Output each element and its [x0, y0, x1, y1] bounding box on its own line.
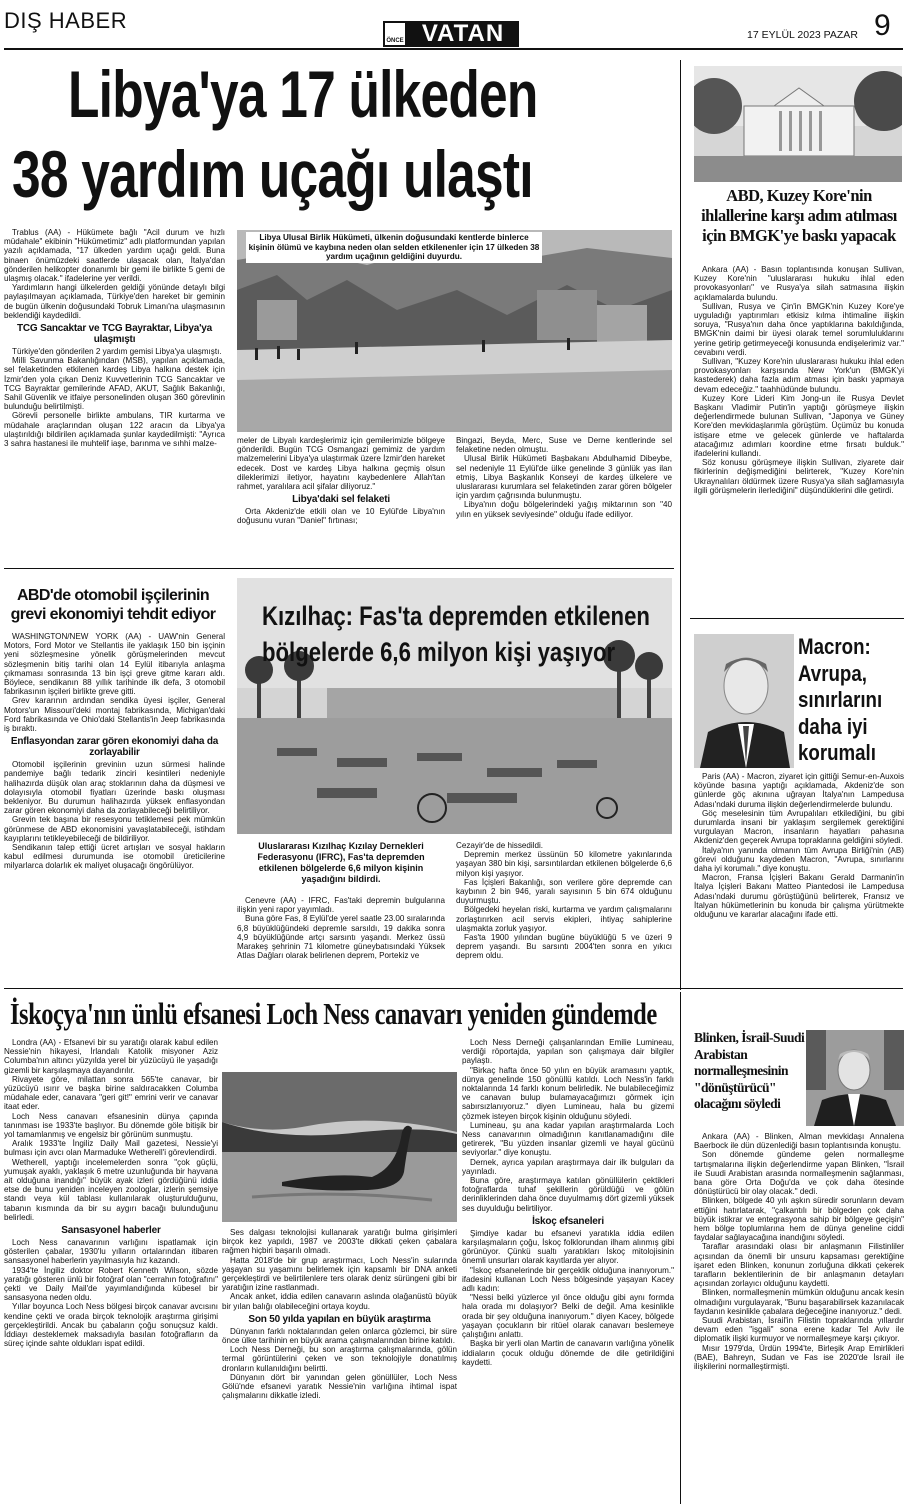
lochness-subheading: İskoç efsaneleri: [532, 1215, 604, 1227]
section-label: DIŞ HABER: [4, 8, 128, 33]
lochness-subheading: Son 50 yılda yapılan en büyük araştırma: [248, 1313, 431, 1325]
newspaper-logo: [383, 21, 519, 47]
abd-paragraph: Kuzey Kore Lideri Kim Jong-un ile Rusya Devlet Başkanı Vladimir Putin'in yaptığı görüşmeye ilişkin değerlendirmede bulunan Sullivan, "Japonya ve Güney Kore'den mevkidaşlarımla görüştüm. Üçümüz bu konuda istişare etme ve gelecek günlerde ve haftalarda atacağımız adımları koordine etme fırsatı bulduk." ifadelerini kullandı.: [694, 393, 904, 459]
macron-paragraph: İtalya'nın yanında olmanın tüm Avrupa Birliği'nin (AB) görevi olduğunu kaydeden Macron, "Avrupa, sınırlarını daha iyi korumalı." diye konuştu.: [694, 845, 904, 874]
libya-column-1: [4, 228, 225, 562]
blinken-paragraph: Blinken, normalleşmenin mümkün olduğunu ancak kesin olmadığını vurgulayarak, "Bunu başarabilirsek kazanılacak faydanın kesinlikle çabalara değeceğine inanıyoruz." dedi.: [694, 1288, 904, 1316]
libya-paragraph: Trablus (AA) - Hükümete bağlı "Acil durum ve hızlı müdahale" ekibinin "Hükümetimiz" adlı platformundan yapılan yazılı açıklamada, "17 ülkeden yardım uçağı geldi. Buna binaen önümüzdeki saatlerde ulaşacak olan, İtalya'dan gönderilen helikopter donanımlı bir gemi ile birlikte 5 gemi de ulaşmış olacak." ifadelerine yer verildi.: [4, 228, 225, 284]
macron-paragraph: Paris (AA) - Macron, ziyaret için gittiği Semur-en-Auxois köyünde basına yaptığı açıklamada, Akdeniz'de son günlerde göç akınına uğrayan İtalya'nın Lampedusa Adası'ndaki duruma ilişkin değerlendirmelerde bulundu.: [694, 772, 904, 809]
white-house-photo: [694, 66, 902, 182]
lochness-paragraph: Şimdiye kadar bu efsanevi yaratıkla iddia edilen karşılaşmaların çoğu, İskoç folklorundan ilham alınmış gibi görünüyor. Çünkü sualtı yaratıkları İskoç mitolojisinin önemli unsurları olarak kayıtlarda yer alıyor.: [462, 1228, 674, 1266]
libya-paragraph: Yardımların hangi ülkelerden geldiği yönünde detaylı bilgi paylaşılmayan açıklamada, Türkiye'den hareket bir geminin de bugün ülkenin doğusundaki Tobruk Limanı'na ulaşmasının beklendiği kaydedildi.: [4, 283, 225, 320]
macron-portrait: [694, 634, 794, 768]
abd-paragraph: Sullivan, "Kuzey Kore'nin uluslararası hukuku ihlal eden provokasyonları karşısında New York'un (BMGK'yi kastederek) daha fazla adım atması için baskı yapmaya devam edeceğiz." taahhüdünde bulundu.: [694, 357, 904, 394]
blinken-paragraph: Mısır 1979'da, Ürdün 1994'te, Birleşik Arap Emirlikleri (BAE), Bahreyn, Sudan ve Fas ise 2020'de İsrail ile ilişkilerini normalleştirmişti.: [694, 1343, 904, 1372]
fas-paragraph: Fas İçişleri Bakanlığı, son verilere göre depremde can kaybının 2 bin 946, yaralı sayısının 5 bin 674 olduğunu duyurmuştu.: [456, 877, 672, 906]
otomobil-paragraph: Otomobil işçilerinin greviniın uzun sürmesi halinde pandemiye bağlı tedarik zinciri kesintileri nedeniyle halihazırda düşük olan araç stoklarının daha da düşmesi ve dolayısıyla otomobil fiyatları üzerinde baskı oluşması bekleniyor. Bu durumun halihazırda yüksek enflasyondan zarar gören ekonomiyi daha da zorlayabileceği belirtiliyor.: [4, 760, 225, 816]
libya-paragraph: Milli Savunma Bakanlığından (MSB), yapılan açıklamada, sel felaketinden etkilenen kardeş Libya halkına destek için İzmir'den yola çıkan Deniz Kuvvetlerinin TCG Sancaktar ve TCG Bayraktar gemilerinde AFAD, AKUT, Sağlık Bakanlığı, Sahil Güvenlik ve itfaiye personelinden oluşan 360 görevlinin bulunduğu belirtilmişti.: [4, 356, 225, 412]
libya-paragraph: Görevli personelle birlikte ambulans, TIR kurtarma ve müdahale araçlarından oluşan 122 aracın da Libya'ya ulaştırıldığı bildirilen açıklamada şunlar kaydedilmişti: "Ayrıca 3 sahra hastanesi ile muhtelif iaşe, barınma ve sıhhi malze-: [4, 411, 225, 449]
otomobil-body: [4, 632, 225, 982]
libya-paragraph: Türkiye'den gönderilen 2 yardım gemisi Libya'ya ulaşmıştı.: [12, 347, 222, 357]
libya-paragraph: Orta Akdeniz'de etkili olan ve 10 Eylül'de Libya'nın doğusunu vuran "Daniel" fırtınası;: [237, 507, 445, 526]
lochness-paragraph: Wetherell, yaptığı incelemelerden sonra "çok güçlü, yumuşak ayaklı, yaklaşık 6 metre uzunluğunda bir hayvana ait olduğuna inandığı" büyük ayak izleri gördüğünü iddia etse de bunu yeniden inceleyen zoologlar, izlerin şemsiye standı veya kül tablası kullanılarak oluşturulduğunu, tabanın kısmında da bir su aygırı bacağı bulunduğunu belirledi.: [4, 1157, 218, 1222]
abd-paragraph: Ankara (AA) - Basın toplantısında konuşan Sullivan, Kuzey Kore'nin "uluslararası hukuku ihlal eden provokasyonları" ve Rusya'ya silah satmasına ilişkin açıklamalarda bulundu.: [694, 265, 904, 302]
column-divider: [680, 992, 681, 1504]
fas-caption: Uluslararası Kızılhaç Kızılay Dernekleri Federasyonu (IFRC), Fas'ta depremden etkilenen bölgelerde 6,6 milyon kişinin yaşadığını bildirdi.: [257, 841, 425, 884]
blinken-paragraph: Suudi Arabistan, İsrail'in Filistin topraklarında yıllardır devam eden "işgali" sona erene kadar Tel Aviv ile diplomatik ilişki kurmuyor ve normalleşmeye karşı çıkıyor.: [694, 1316, 904, 1344]
fas-column-2: [456, 841, 672, 982]
lochness-illustration: [222, 1072, 457, 1222]
issue-date: 17 EYLÜL 2023 PAZAR: [747, 29, 858, 41]
logo-small-box: ÖNCE: [383, 21, 407, 47]
lochness-paragraph: Hatta 2018'de bir grup araştırmacı, Loch Ness'in sularında yaşayan su yaşamını belirlemek için kapsamlı bir DNA anketi gerçekleştirdi ve belirtilenlere ters olarak deniz sürüngeni gibi bir yaratığın izine rastlanmadı.: [222, 1255, 457, 1293]
libya-subheading: TCG Sancaktar ve TCG Bayraktar, Libya'ya ulaşmıştı: [16, 323, 213, 346]
otomobil-paragraph: WASHINGTON/NEW YORK (AA) - UAW'nin General Motors, Ford Motor ve Stellantis ile yaklaşık 150 bin işçinin yeni sözleşmesine yönelik görüşmelerinden mevcut sözleşmenin bitiş tarihi olan 14 Eylül itibarıyla anlaşma çıkmaması sonrasında 13 bin işçi greve gitme kararı aldı. Böylece, sendikanın 88 yıllık tarihinde ilk defa, 3 otomobil fabrikasının işçileri birlikte greve gitti.: [4, 632, 225, 697]
otomobil-headline: ABD'de otomobil işçilerinin grevi ekonomiyi tehdit ediyor: [10, 587, 216, 623]
fas-headline-line1: Kızılhaç: Fas'ta depremden etkilenen: [262, 601, 650, 631]
fas-paragraph: Buna göre Fas, 8 Eylül'de yerel saatle 23.00 sıralarında 6,8 büyüklüğündeki depremle sarsıldı, 19 dakika sonra 4,9 büyüklüğünde artçı sarsıntı yaşandı. Merkez üssü Marakeş şehrinin 71 kilometre güneybatısındaki Yüksek Atlas Dağları olarak belirlenen deprem, Portekiz ve: [237, 914, 445, 961]
row-divider: [4, 568, 674, 569]
libya-headline-line1: Libya'ya 17 ülkeden: [68, 57, 538, 131]
fas-paragraph: Cezayir'de de hissedildi.: [456, 841, 544, 850]
lochness-paragraph: Dünyanın dört bir yanından gelen gönüllüler, Loch Ness Gölü'nde efsanevi yaratık Nessie'nin varlığına ihtimal ispat çalışmalarını dikkatle izledi.: [222, 1372, 457, 1401]
blinken-headline: Blinken, İsrail-Suudi Arabistan normalleşmesinin "dönüştürücü" olacağını söyledi: [694, 1030, 805, 1111]
lochness-monster-photo: [222, 1072, 457, 1222]
lochness-paragraph: Londra (AA) - Efsanevi bir su yaratığı olarak kabul edilen Nessie'nin hikayesi, İrlandalı Katolik misyoner Aziz Columba'nın altıncı yüzyılda yerel bir yüzücüyü ile yaşadığı gizemli bir karşılaşmaya dayandırılır.: [4, 1038, 218, 1075]
libya-headline-line2: 38 yardım uçağı ulaştı: [12, 137, 533, 211]
blinken-photo: [806, 1030, 904, 1126]
lochness-paragraph: Aralık 1933'te İngiliz Daily Mail gazetesi, Nessie'yi bulması için avcı olan Marmaduke Wetherell'i görevlendirdi.: [4, 1139, 218, 1158]
lochness-paragraph: Başka bir yerli olan Martin de canavarın varlığına yönelik iddiaların çocuk olduğu dönemde de dile getirildiğini kaydetti.: [462, 1339, 674, 1367]
libya-column-2: [237, 436, 445, 562]
blinken-paragraph: Ankara (AA) - Blinken, Alman mevkidaşı Annalena Baerbock ile dün düzenlediği basın toplantısında konuştu.: [694, 1132, 904, 1151]
lochness-paragraph: Dernek, ayrıca yapılan araştırmaya dair ilk bulguları da yayınladı.: [462, 1157, 674, 1176]
abd-paragraph: Söz konusu görüşmeye ilişkin Sullivan, ziyarete dair fikirlerinin değişmediğini belirterek, "Kuzey Kore'nin Ukraynalıları öldürmek üzere Rusya'ya silah sağlamasıyla ilgili görüşmelerin ilerlediğini" düşündüklerini dile getirdi.: [694, 458, 904, 495]
lochness-paragraph: Loch Ness Derneği çalışanlarından Emilie Lumineau, verdiği röportajda, yapılan son çalışmaya dair bilgiler paylaştı.: [462, 1038, 674, 1066]
libya-paragraph: meler de Libyalı kardeşlerimiz için gemilerimizle bölgeye gönderildi. Bugün TCG Osmangazi gemimiz de yardım malzemelerini Libya'ya ulaştırmak üzere İzmir'den hareket edecek. Dost ve kardeş Libya halkına geçmiş olsun dileklerimizi iletiyor, hayatını kaybedenlere Allah'tan rahmet, yaralılara acil şifalar diliyoruz.": [237, 436, 445, 492]
lochness-paragraph: "İskoç efsanelerinde bir gerçeklik olduğuna inanıyorum." ifadesini kullanan Loch Ness bölgesinde yaşayan Kacey adlı kadın:: [462, 1265, 674, 1294]
row-divider: [4, 988, 903, 989]
blinken-paragraph: Blinken, bölgede 40 yılı aşkın süredir sorunların devam ettiğini hatırlatarak, "çalkantılı bir bölgeden çok daha büyük istikrar ve entegrasyona sahip bir bölgeye geçişin" hem bölge toplumlarına hem de dünya geneline ciddi faydalar sağlayacağına inandığını söyledi.: [694, 1196, 904, 1243]
fas-column-1: [237, 896, 445, 982]
lochness-paragraph: Dünyanın farklı noktalarından gelen onlarca gözlemci, bir süre önce ülke tarihinin en büyük arama çalışmalarından birine katıldı.: [222, 1326, 457, 1346]
macron-photo: [694, 634, 794, 768]
libya-subheading: Libya'daki sel felaketi: [292, 494, 390, 506]
white-house-illustration: [694, 66, 902, 182]
libya-paragraph: Ulusal Birlik Hükümeti Başbakanı Abdulhamid Dibeybe, sel nedeniyle 11 Eylül'de ülke genelinde 3 günlük yas ilan etmiş, Libya Başkanlık Konseyi de kardeş ülkelere ve uluslararası kurumlara sel felaketinden zarar gören bölgeler için yardım çağrısında bulunmuştu.: [456, 454, 672, 501]
lochness-paragraph: Ses dalgası teknolojisi kullanarak yaratığı bulma girişimleri birçok kez yapıldı, 1987 ve 2003'te dikkati çeken çabalara rağmen hiçbiri başarılı olmadı.: [222, 1228, 457, 1256]
lochness-paragraph: Yıllar boyunca Loch Ness bölgesi birçok canavar avcısını kendine çekti ve orada birçok teknolojik araştırma girişimi gerçekleştirildi. Ancak bu çabaların çoğu sonuçsuz kaldı. İddiayı desteklemek maksadıyla basılan fotoğrafların da süreç içinde sahte oldukları ispat edildi.: [4, 1302, 218, 1349]
lochness-paragraph: Loch Ness canavarı efsanesinin dünya çapında tanınması ise 1933'te başlıyor. Bu dönemde göle bitişik bir yol tamamlanmış ve engelsiz bir görünüm sunmuştu.: [4, 1111, 218, 1140]
fas-paragraph: Bölgedeki heyelan riski, kurtarma ve yardım çalışmalarını zorlaştırırken acil servis ekipleri, ihtiyaç sahiplerine ulaşmakta zorluk yaşıyor.: [456, 905, 672, 933]
lochness-subheading: Sansasyonel haberler: [61, 1225, 161, 1237]
fas-paragraph: Fas'ta 1900 yılından bugüne büyüklüğü 5 ve üzeri 9 deprem yaşandı. Bu sarsıntı 2004'ten sonra en yıkıcı deprem oldu.: [456, 933, 672, 961]
page-number: 9: [874, 9, 891, 42]
abd-headline: ABD, Kuzey Kore'nin ihlallerine karşı adım atılması için BMGK'ye baskı yapacak: [701, 186, 897, 245]
lochness-paragraph: 1934'te İngiliz doktor Robert Kenneth Wilson, sözde yaratığı gösteren ünlü bir fotoğraf olan "cerrahın fotoğrafını" çekti ve Daily Mail'de yayımlandığında kübesel bir sansasyona neden oldu.: [4, 1265, 218, 1303]
libya-photo-caption: Libya Ulusal Birlik Hükümeti, ülkenin doğusundaki kentlerde binlerce kişinin ölümü ve kaybına neden olan selden etkilenenler için 17 ülkeden 38 yardım uçağının geldiğini duyurdu.: [246, 232, 542, 263]
libya-column-3: [456, 436, 672, 562]
lochness-paragraph: Loch Ness Derneği, bu son araştırma çalışmalarında, gölün termal görüntülerini çeken ve son teknolojiyle donatılmış dronların kullanıldığını belirtti.: [222, 1345, 457, 1373]
otomobil-paragraph: Grevin tek başına bir resesyonu tetiklemesi pek mümkün görünmese de ABD ekonomisini yavaşlatabileceği, istihdam kayıplarını tetikleyebileceği de bildiriliyor.: [4, 815, 225, 843]
macron-body: [694, 772, 904, 984]
macron-paragraph: Göç meselesinin tüm Avrupalıları etkilediğini, bu gibi durumlarda insani bir yaklaşım sergilemek gerektiğini vurgulayan Macron, insanların hayatları pahasına Akdeniz'den geçerek Avrupa topraklarına geldiğini söyledi.: [694, 808, 904, 846]
blinken-paragraph: Taraflar arasındaki olası bir anlaşmanın Filistinliler açısından da önemli bir unsuru kapsaması gerektiğine işaret eden Blinken, konunun zorluğuna dikkati çekerek tarafların beklentilerinin de bir anlaşmanın detayları açısından zorlayıcı olduğunu kaydetti.: [694, 1242, 904, 1289]
abd-body: [694, 265, 904, 613]
column-divider: [680, 60, 681, 990]
lochness-paragraph: "Birkaç hafta önce 50 yılın en büyük aramasını yaptık, dünya genelinde 150 gönüllü katıldı. Loch Ness'in farklı noktalarında 14 farklı konum belirledik. Ne bulabileceğimiz ve canavan bulup bulamayacağımızı görmek için sabırsızlanıyoruz." diyen Lumineau, hala bu gizemi çözmek isteyen birçok kişinin olduğunu söyledi.: [462, 1065, 674, 1121]
blinken-portrait: [806, 1030, 904, 1126]
otomobil-paragraph: Sendikanın talep ettiği ücret artışları ve sosyal hakların kabul edilmesi durumunda ise otomobil üreticilerine milyarlarca dolarlık ek maliyet oluşacağı öngörülüyor.: [4, 843, 225, 871]
header-rule: [4, 48, 903, 50]
logo-text: VATAN: [407, 21, 519, 47]
libya-paragraph: Bingazi, Beyda, Merc, Suse ve Derne kentlerinde sel felaketine neden olmuştu.: [456, 436, 672, 455]
macron-headline: Macron: Avrupa, sınırlarını daha iyi korumalı: [798, 634, 883, 765]
otomobil-subheading: Enflasyondan zarar gören ekonomiyi daha da zorlayabilir: [10, 736, 219, 759]
lochness-column-2: [222, 1228, 457, 1504]
blinken-paragraph: Son dönemde gündeme gelen normalleşme tartışmalarına ilişkin değerlendirme yapan Blinken, "İsrail ile Suudi Arabistan arasında normalleşmenin sağlanması, bana göre Orta Doğu'da ve çok daha ötesinde dönüştürücü bir olay olacak." dedi.: [694, 1150, 904, 1197]
otomobil-paragraph: Grev kararının ardından sendika üyesi işçiler, General Motors'un Missouri'deki montaj fabrikasında, Michigan'daki Ford fabrikasında ve Ohio'daki Stellantis'in Jeep fabrikasında iş bıraktı.: [4, 696, 225, 734]
lochness-headline: İskoçya'nın ünlü efsanesi Loch Ness canavarı yeniden gündemde: [10, 996, 657, 1031]
lochness-column-3: [462, 1038, 674, 1504]
fas-paragraph: Cenevre (AA) - IFRC, Fas'taki depremin bulgularına ilişkin yeni rapor yayımladı.: [237, 896, 445, 915]
abd-paragraph: Sullivan, Rusya ve Çin'in BMGK'nin Kuzey Kore'ye uyguladığı yaptırımları etkisiz kılma ihtimaline ilişkin soruya, "Rusya'nın daha önce yaptıklarına bakıldığında, BMGK'nin daimi bir üyesi olarak temel sorumluluklarını yerine getirip getirmeyeceği konusunda endişelerimiz var." cevabını verdi.: [694, 301, 904, 357]
libya-paragraph: Libya'nın doğu bölgelerindeki yağış miktarının son "40 yılın en yüksek seviyesinde" olduğu ifade ediliyor.: [456, 500, 672, 519]
lochness-paragraph: Buna göre, araştırmaya katılan gönüllülerin çektikleri fotoğraflarda tuhaf şekillerin görüldüğü ve gölün derinliklerinden daha önce duyulmamış dört gizemli yüksek ses duyulduğu belirtiliyor.: [462, 1176, 674, 1213]
fas-headline-line2: bölgelerde 6,6 milyon kişi yaşıyor: [262, 637, 616, 667]
lochness-paragraph: Loch Ness canavarının varlığını ispatlamak için gösterilen çabalar, 1930'lu yılların ortalarından itibaren sansasyonel haberlerin yayılmasıyla hız kazandı.: [4, 1238, 218, 1266]
lochness-column-1: [4, 1038, 218, 1504]
lochness-paragraph: Rivayete göre, milattan sonra 565'te canavar, bir yüzücüyü ısırır ve başka birine saldıracakken Columba müdahale eder, canavara "geri git!" emrini verir ve canavar itaat eder.: [4, 1074, 218, 1112]
row-divider: [690, 618, 904, 619]
macron-paragraph: Macron, Fransa İçişleri Bakanı Gerald Darmanin'in İtalya İçişleri Bakanı Matteo Piantedosi ile Lampedusa Adası'ndaki durumu görüştüğünü belirterek, Fransız ve İtalyan hükümetlerinin bu konuda bir çalışma yürütmekte olduğunu ve kararlar alacağını ifade etti.: [694, 873, 904, 920]
fas-paragraph: Depremin merkez üssünün 50 kilometre yakınlarında yaşayan 380 bin kişi, sarsıntılardan etkilenen bölgelerde 6,6 milyon kişi yaşıyor.: [456, 850, 672, 878]
blinken-body: [694, 1132, 904, 1504]
lochness-paragraph: "Nessi belki yüzlerce yıl önce olduğu gibi aynı formda hala orada mı dolaşıyor? Belki de değil. Ama kesinlikle orada bir şey olduğuna inanıyorum." diyen Kacey, bölgede yaşayan çocukların bir ritüel olarak canavarı beslemeye çalıştığını anlattı.: [462, 1293, 674, 1340]
lochness-paragraph: Ancak anket, iddia edilen canavarın aslında olağanüstü büyük bir yılan balığı olabileceğini ortaya koydu.: [222, 1292, 457, 1311]
lochness-paragraph: Lumineau, şu ana kadar yapılan araştırmalarda Loch Ness canavarının olmadığının kanıtlanamadığını dile getirerek, "Bu yüzden insanlar gizemli ve hayal gücünü seviyorlar." diye konuştu.: [462, 1120, 674, 1158]
